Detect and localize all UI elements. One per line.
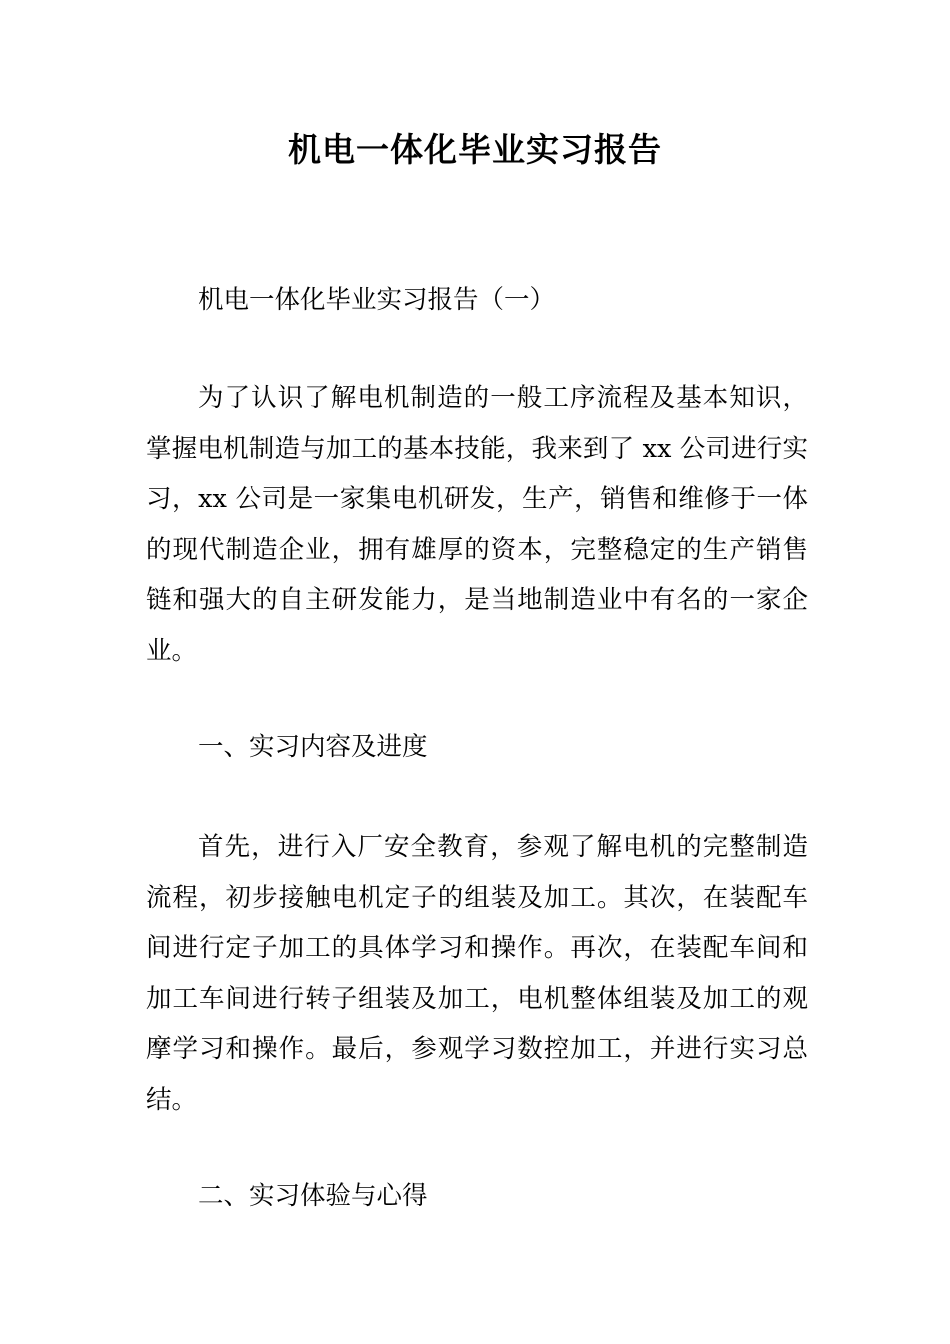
section-heading-2: 二、实习体验与心得 xyxy=(198,1181,428,1211)
section-heading-1: 一、实习内容及进度 xyxy=(198,732,428,762)
intro-paragraph: 为了认识了解电机制造的一般工序流程及基本知识，掌握电机制造与加工的基本技能，我来到了 xx 公司进行实习，xx 公司是一家集电机研发，生产，销售和维修于一体的现代制造企业，拥有雄厚的资本，完整稳定的生产销售链和强大的自主研发能力，是当地制造业中有名的一家企业。 xyxy=(146,383,808,666)
document-title: 机电一体化毕业实习报告 xyxy=(288,130,662,169)
section-1-paragraph: 首先，进行入厂安全教育，参观了解电机的完整制造流程，初步接触电机定子的组装及加工。其次，在装配车间进行定子加工的具体学习和操作。再次，在装配车间和加工车间进行转子组装及加工，电机整体组装及加工的观摩学习和操作。最后，参观学习数控加工，并进行实习总结。 xyxy=(146,832,808,1115)
report-subtitle: 机电一体化毕业实习报告（一） xyxy=(198,285,556,315)
